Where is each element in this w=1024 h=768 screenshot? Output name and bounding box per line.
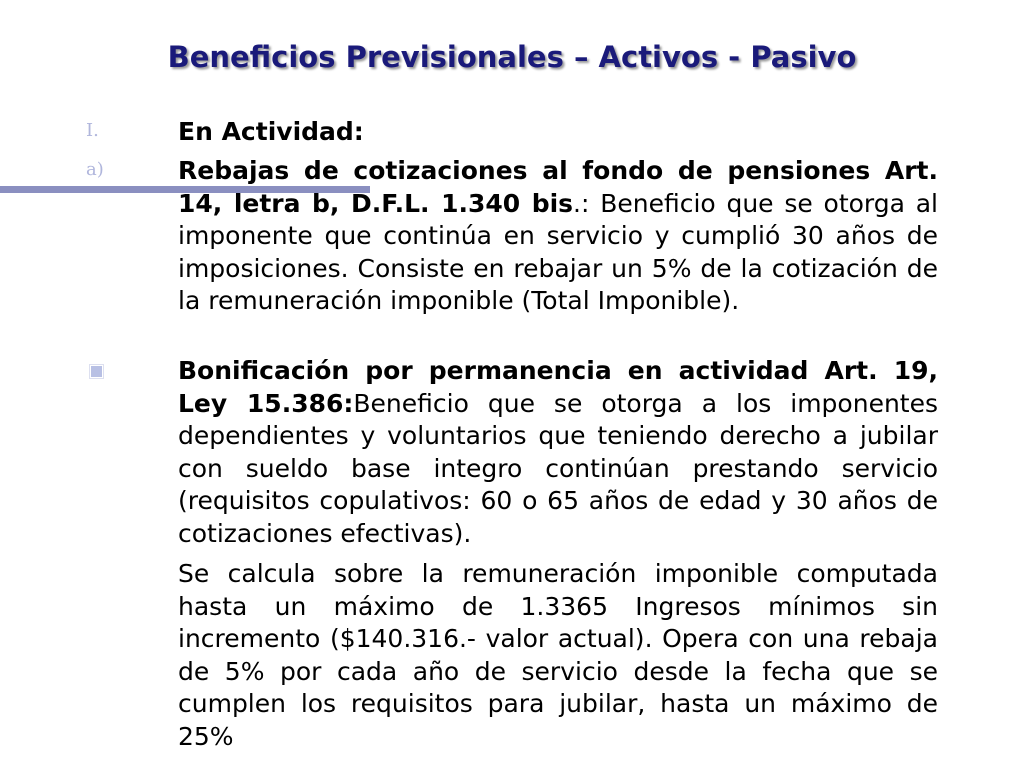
item-heading: Bonificación por permanencia en actividad Art. 19, Ley 15.386:: [178, 356, 938, 418]
item-text: [178, 155, 938, 318]
item-body: Beneficio que se otorga al imponente que continúa en servicio y cumplió 30 años de imposiciones. Consiste en rebajar un 5% de la cotización de la remuneración imponible (Total Imponible).: [178, 188, 938, 315]
item-body: Se calcula sobre la remuneración imponible computada hasta un máximo de 1.3365 Ingresos mínimos sin incremento ($140.316.- valor actual). Opera con una rebaja de 5% por cada año de servicio desde la fecha que se cumplen los requisitos para jubilar, hasta un máximo de 25%: [178, 559, 938, 751]
item-heading: En Actividad:: [178, 117, 364, 146]
item-text: [178, 116, 938, 149]
roman-numeral-marker: I.: [86, 120, 99, 141]
letter-marker: a): [86, 159, 104, 180]
item-heading-suffix: .:: [573, 188, 590, 218]
item-body: Beneficio que se otorga a los imponentes dependientes y voluntarios que teniendo derecho a jubilar con sueldo base integro continúan prestando servicio (requisitos copulativos: 60 o 65 años de edad y 30 años de cotizaciones efectivas).: [178, 388, 938, 548]
slide-title: Beneficios Previsionales – Activos - Pasivo: [167, 40, 857, 74]
item-text: [178, 355, 938, 550]
item-heading: Rebajas de cotizaciones al fondo de pensiones Art. 14, letra b, D.F.L. 1.340 bis: [178, 156, 938, 218]
square-bullet-icon: [90, 365, 103, 378]
